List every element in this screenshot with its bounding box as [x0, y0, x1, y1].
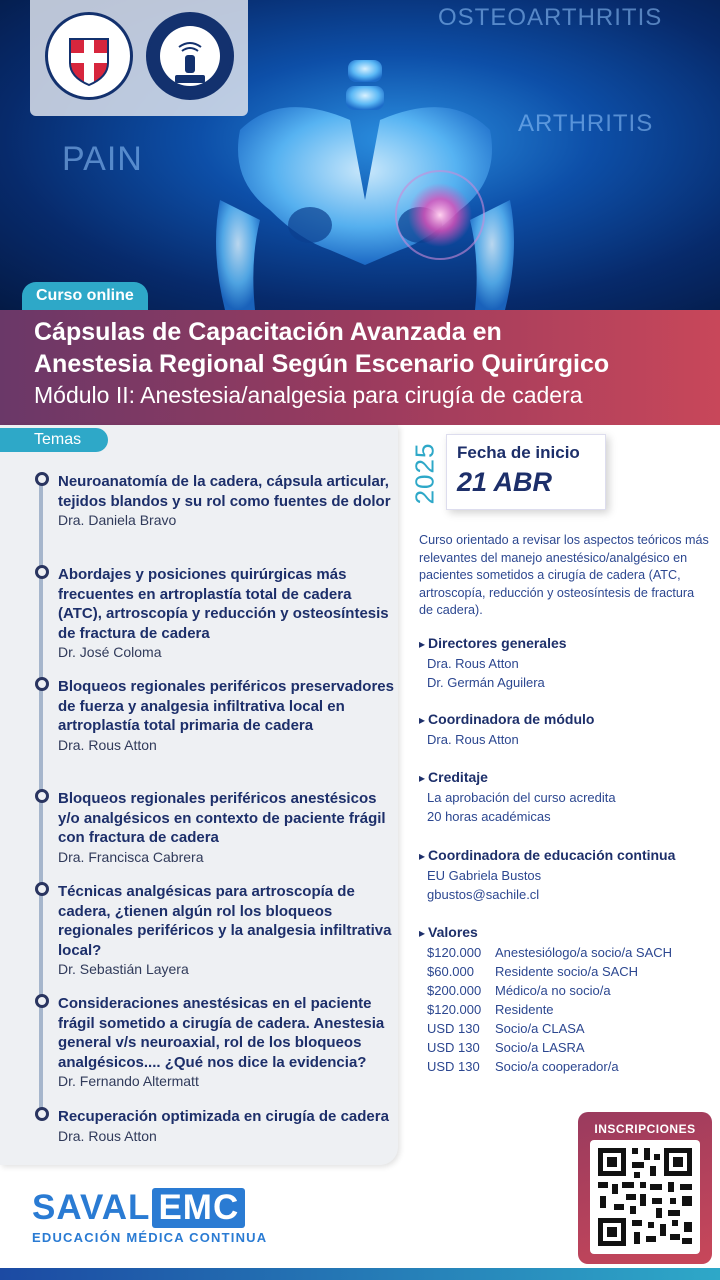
topic-speaker: Dr. José Coloma [58, 644, 162, 660]
topic-speaker: Dr. Fernando Altermatt [58, 1073, 199, 1089]
topic-item [35, 1107, 395, 1146]
timeline-dot-icon [35, 677, 49, 691]
topic-item [35, 994, 395, 1091]
topic-speaker: Dr. Sebastián Layera [58, 961, 189, 977]
credits-section [419, 768, 715, 826]
price-row [427, 943, 715, 962]
timeline-dot-icon [35, 1107, 49, 1121]
topics-label: Temas [0, 428, 108, 452]
price-row [427, 981, 715, 1000]
price-row [427, 962, 715, 981]
module-coordinator-section [419, 710, 715, 749]
topic-item [35, 677, 395, 755]
course-title-line2: Anestesia Regional Según Escenario Quirúrgico [34, 350, 610, 378]
hero-word-pain: PAIN [62, 140, 143, 178]
price-row [427, 1019, 715, 1038]
title-band [0, 310, 720, 425]
logo-panel [30, 0, 248, 116]
continuing-coordinator-section [419, 846, 715, 904]
topic-speaker: Dra. Daniela Bravo [58, 512, 177, 528]
director-name: Dr. Germán Aguilera [427, 675, 545, 690]
coordinator-name: Dra. Rous Atton [427, 732, 519, 747]
section-heading: ▸ Valores [419, 923, 715, 943]
hero-word-arthritis: ARTHRITIS [518, 110, 654, 137]
topic-title: Abordajes y posiciones quirúrgicas más frecuentes en artroplastía total de cadera (ATC), artroscopía y reducción y osteosíntesis de fractura de cadera [58, 566, 389, 642]
price-audience: Residente [495, 1002, 554, 1017]
topic-title: Técnicas analgésicas para artroscopía de cadera, ¿tienen algún rol los bloqueos regionales periféricos y la analgesia infiltrativa local? [58, 883, 392, 959]
regional-committee-logo [146, 12, 234, 100]
topic-title: Recuperación optimizada en cirugía de cadera [58, 1108, 389, 1125]
start-date-value: 21 ABR [457, 467, 553, 497]
topic-item [35, 789, 395, 867]
section-heading: ▸ Creditaje [419, 768, 715, 788]
course-description: Curso orientado a revisar los aspectos teóricos más relevantes del manejo anestésico/analgésico en pacientes sometidos a cirugía de cadera (ATC, artroscopía, reducción y osteosíntesis de fractura de cadera). [419, 533, 709, 617]
registration-label: INSCRIPCIONES [594, 1122, 696, 1136]
price-row [427, 1057, 715, 1076]
topic-item [35, 565, 395, 662]
timeline-dot-icon [35, 994, 49, 1008]
brand-tagline: EDUCACIÓN MÉDICA CONTINUA [32, 1230, 268, 1245]
sach-society-logo [45, 12, 133, 100]
timeline-dot-icon [35, 472, 49, 486]
brand-name: SAVAL [32, 1188, 151, 1227]
price-amount: $120.000 [427, 1002, 482, 1017]
price-audience: Anestesiólogo/a socio/a SACH [495, 945, 673, 960]
price-amount: USD 130 [427, 1040, 480, 1055]
pelvis-illustration [200, 50, 530, 310]
section-heading: ▸ Directores generales [419, 634, 715, 654]
price-amount: $200.000 [427, 983, 482, 998]
credits-line: 20 horas académicas [427, 809, 551, 824]
coordinator-name: EU Gabriela Bustos [427, 868, 542, 883]
registration-box[interactable] [578, 1112, 712, 1264]
hero-word-osteoarthritis: OSTEOARTHRITIS [438, 4, 663, 31]
topic-item [35, 882, 395, 979]
topic-title: Consideraciones anestésicas en el paciente frágil sometido a cirugía de cadera. Anestesia general v/s neuroaxial, rol de los bloqueos analgésicos.... ¿Qué nos dice la evidencia? [58, 995, 385, 1071]
price-audience: Médico/a no socio/a [495, 983, 611, 998]
ultrasound-probe-icon [149, 15, 231, 97]
price-audience: Residente socio/a SACH [495, 964, 639, 979]
credits-line: La aprobación del curso acredita [427, 790, 616, 805]
price-amount: USD 130 [427, 1059, 480, 1074]
timeline-dot-icon [35, 789, 49, 803]
price-audience: Socio/a CLASA [495, 1021, 585, 1036]
sach-shield-icon [48, 15, 130, 97]
price-amount: $120.000 [427, 945, 482, 960]
topic-title: Bloqueos regionales periféricos anestésicos y/o analgésicos en contexto de paciente frágil con fractura de cadera [58, 790, 386, 846]
topic-item [35, 472, 395, 530]
brand-badge: EMC [152, 1188, 245, 1228]
qr-code-icon[interactable] [590, 1140, 700, 1254]
qr-code-graphic [590, 1140, 700, 1254]
start-date-box [446, 434, 606, 510]
section-heading: ▸ Coordinadora de educación continua [419, 846, 715, 866]
price-audience: Socio/a cooperador/a [495, 1059, 619, 1074]
price-amount: USD 130 [427, 1021, 480, 1036]
coordinator-email[interactable]: gbustos@sachile.cl [427, 887, 540, 902]
course-mode-tag: Curso online [22, 282, 148, 310]
price-audience: Socio/a LASRA [495, 1040, 585, 1055]
topic-speaker: Dra. Rous Atton [58, 1127, 157, 1144]
module-subtitle: Módulo II: Anestesia/analgesia para cirugía de cadera [34, 382, 583, 408]
directors-section [419, 634, 715, 692]
timeline-dot-icon [35, 565, 49, 579]
start-year: 2025 [409, 442, 440, 505]
topic-title: Neuroanatomía de la cadera, cápsula articular, tejidos blandos y su rol como fuentes de dolor [58, 473, 391, 510]
price-row [427, 1000, 715, 1019]
price-amount: $60.000 [427, 964, 474, 979]
course-title-line1: Cápsulas de Capacitación Avanzada en [34, 318, 502, 346]
start-date-label: Fecha de inicio [457, 443, 580, 462]
topic-title: Bloqueos regionales periféricos preservadores de fuerza y analgesia infiltrativa local en artroplastía total primaria de cadera [58, 678, 394, 734]
prices-section [419, 923, 715, 1076]
timeline-dot-icon [35, 882, 49, 896]
hero-image [0, 0, 720, 310]
section-heading: ▸ Coordinadora de módulo [419, 710, 715, 730]
topic-speaker: Dra. Francisca Cabrera [58, 848, 204, 865]
bottom-accent-bar [0, 1268, 720, 1280]
saval-emc-logo [32, 1188, 267, 1245]
price-row [427, 1038, 715, 1057]
topic-speaker: Dra. Rous Atton [58, 736, 157, 753]
director-name: Dra. Rous Atton [427, 656, 519, 671]
